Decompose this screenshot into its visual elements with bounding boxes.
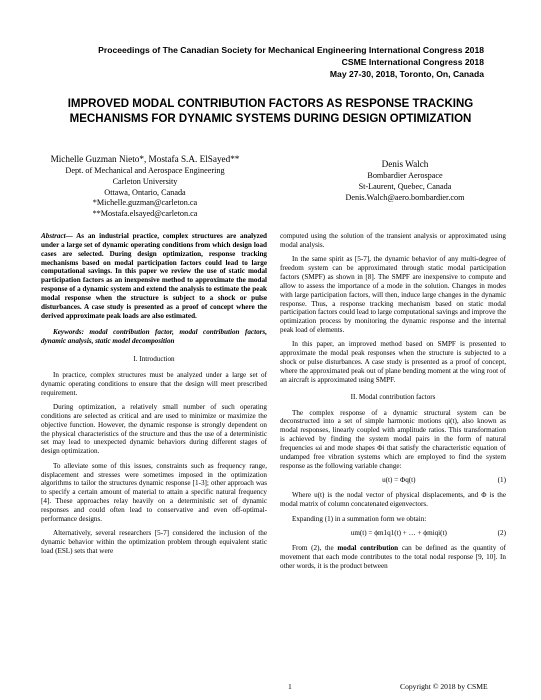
right-column xyxy=(280,232,506,571)
author-name-right: Denis Walch xyxy=(381,159,429,169)
right-paragraph-2: In the same spirit as [5-7], the dynamic behavior of any multi-degree of freedom system can be approximated through static modal participation factors (SMPF) as shown in [8]. The SMPF are inexpensive to compute and allow to assess the importance of a mode in the solution. Changes in modes with large participation factors, will then, induce large changes in the dynamic response. Thus, a response tracking mechanism based on static modal participation factors could lead to large computational savings and improve the optimization process by monitoring the dynamic response and the internal peak load of elements. xyxy=(280,255,506,335)
page-number: 1 xyxy=(288,682,292,691)
equation-1 xyxy=(280,476,506,485)
paper-title xyxy=(30,97,511,127)
title-line-1: IMPROVED MODAL CONTRIBUTION FACTORS AS RESPONSE TRACKING xyxy=(67,98,474,110)
author-university: Carleton University xyxy=(112,176,178,186)
authors-left xyxy=(30,153,260,220)
intro-paragraph-1: In practice, complex structures must be analyzed under a large set of dynamic operating conditions to ensure that the design will meet prescribed requirement. xyxy=(41,370,267,397)
keywords xyxy=(41,328,267,346)
section2-paragraph-1: The complex response of a dynamic structural system can be deconstructed into a set of simple harmonic motions qi(t), also known as modal responses, linearly coupled with amplitude ratios. This transformation is achieved by finding the system modal pairs in the form of natural frequencies ωi and mode shapes Φi that satisfy the characteristic equation of undamped free vibration systems which are employed to find the system response as the following variable change: xyxy=(280,408,506,470)
p7-start: From (2), the xyxy=(292,544,338,553)
p7-bold: modal contribution xyxy=(337,544,399,553)
equation-2 xyxy=(280,529,506,538)
abstract-text: As an industrial practice, complex structures are analyzed under a large set of dynamic operating conditions from which design load cases are selected. During design optimization, response tracking mechanisms based on modal participation factors could lead to large computational savings. In this paper we review the use of static modal participation factors as an inexpensive method to approximate the modal response of a dynamic system and extend the analysis to estimate the peak modal response when the structure is subject to a shock or pulse disturbances. A case study is presented as a proof of concept where the derived approximate peak loads are also estimated. xyxy=(41,232,267,320)
equation-2-number: (2) xyxy=(497,529,506,538)
equation-2-body: um(t) = ϕm1q1(t) + … + ϕmiqi(t) xyxy=(350,529,447,538)
copyright: Copyright © 2018 by CSME xyxy=(400,682,488,691)
conference-line-3: May 27-30, 2018, Toronto, On, Canada xyxy=(329,69,484,79)
author-city-right: St-Laurent, Quebec, Canada xyxy=(358,181,452,191)
conference-line-2: CSME International Congress 2018 xyxy=(341,57,484,67)
right-paragraph-3: In this paper, an improved method based on SMPF is presented to approximate the modal peak responses when the structure is subjected to a shock or pulse disturbances. A case study is presented as a proof of concept, where the approximated peak out of plane bending moment at the wing root of an aircraft is approximated using SMPF. xyxy=(280,340,506,384)
author-org-right: Bombardier Aerospace xyxy=(367,171,443,180)
right-paragraph-1: computed using the solution of the transient analysis or approximated using modal analysis. xyxy=(280,232,506,249)
section-heading-introduction: I. Introduction xyxy=(133,355,175,364)
intro-paragraph-2: During optimization, a relatively small number of such operating conditions are selected as critical and are used to minimize or maximize the objective function. However, the dynamic response is strongly dependent on the physical characteristics of the structure and thus the use of a deterministic set may lead to unexpected dynamic behaviors during different stages of design optimization. xyxy=(41,403,267,456)
author-email-right: Denis.Walch@aero.bombardier.com xyxy=(345,192,465,202)
p7-end: can be defined as the quantity of movement that each mode contributes to the total nodal response [9, 10]. In other words, it is the product between xyxy=(280,544,506,570)
left-column xyxy=(41,232,267,556)
conference-line-1: Proceedings of The Canadian Society for Mechanical Engineering International Congress 2018 xyxy=(98,45,484,55)
title-line-2: MECHANISMS FOR DYNAMIC SYSTEMS DURING DESIGN OPTIMIZATION xyxy=(69,113,472,125)
equation-1-body: u(t) = Φq(t) xyxy=(382,476,416,485)
authors-right xyxy=(300,158,510,203)
author-dept: Dept. of Mechanical and Aerospace Engineering xyxy=(65,166,225,175)
author-city: Ottawa, Ontario, Canada xyxy=(104,187,186,197)
section2-paragraph-2: Where u(t) is the nodal vector of physical displacements, and Φ is the modal matrix of column concatenated eigenvectors. xyxy=(280,491,506,509)
intro-paragraph-3: To alleviate some of this issues, constraints such as frequency range, displacement and stresses were sometimes imposed in the optimization algorithms to tailor the structures dynamic response [1-3]; other approach was to specify a certain amount of material to attain a specific natural frequency [4]. These approaches relay heavily on a deterministic set of dynamic responses and could often lead to conservative and even off-optimal-performance designs. xyxy=(41,461,267,523)
intro-paragraph-4: Alternatively, several researchers [5-7] considered the inclusion of the dynamic behavior within the optimization problem through equivalent static load (ESL) sets that were xyxy=(41,529,267,555)
equation-1-number: (1) xyxy=(497,476,506,485)
author-email-2: **Mostafa.elsayed@carleton.ca xyxy=(92,209,198,219)
section2-paragraph-4 xyxy=(280,544,506,571)
author-names: Michelle Guzman Nieto*, Mostafa S.A. ElSayed** xyxy=(50,154,240,164)
section-heading-modal-contribution: II. Modal contribution factors xyxy=(350,392,436,401)
abstract xyxy=(41,232,267,320)
conference-header xyxy=(60,44,484,80)
keywords-text: Keywords: modal contribution factor, modal contribution factors, dynamic analysis, static model decomposition xyxy=(41,328,267,346)
section2-paragraph-3: Expanding (1) in a summation form we obtain: xyxy=(292,514,427,523)
author-email-1: *Michelle.guzman@carleton.ca xyxy=(92,198,198,208)
abstract-label: Abstract— xyxy=(41,232,73,240)
